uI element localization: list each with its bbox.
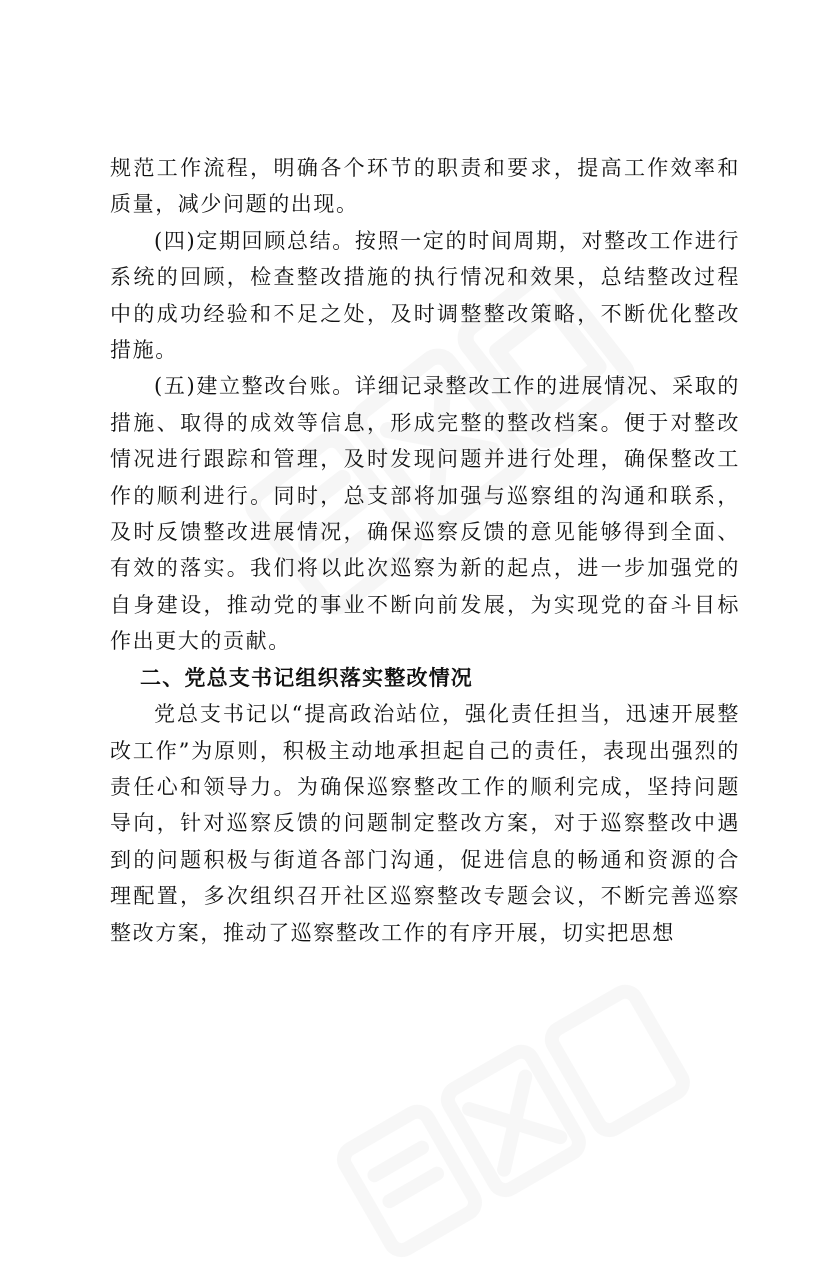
paragraph-rectification-ledger: (五)建立整改台账。详细记录整改工作的进展情况、采取的措施、取得的成效等信息，形成完整的整改档案。便于对整改情况进行跟踪和管理，及时发现问题并进行处理，确保整改工作的顺利进行。同时，总支部将加强与巡察组的沟通和联系，及时反馈整改进展情况，确保巡察反馈的意见能够得到全面、有效的落实。我们将以此次巡察为新的起点，进一步加强党的自身建设，推动党的事业不断向前发展，为实现党的奋斗目标作出更大的贡献。 — [110, 374, 740, 654]
watermark-logo-bottom — [314, 961, 706, 1279]
document-body — [110, 150, 740, 951]
paragraph-review-summary: (四)定期回顾总结。按照一定的时间周期，对整改工作进行系统的回顾，检查整改措施的执行情况和效果，总结整改过程中的成功经验和不足之处，及时调整整改策略，不断优化整改措施。 — [110, 228, 740, 363]
paragraph-continued: 规范工作流程，明确各个环节的职责和要求，提高工作效率和质量，减少问题的出现。 — [110, 156, 740, 217]
paragraph-secretary-rectification: 党总支书记以“提高政治站位，强化责任担当，迅速开展整改工作”为原则，积极主动地承担起自己的责任，表现出强烈的责任心和领导力。为确保巡察整改工作的顺利完成，坚持问题导向，针对巡察反馈的问题制定整改方案，对于巡察整改中遇到的问题积极与街道各部门沟通，促进信息的畅通和资源的合理配置，多次组织召开社区巡察整改专题会议，不断完善巡察整改方案，推动了巡察整改工作的有序开展，切实把思想 — [110, 702, 740, 945]
section-heading: 二、党总支书记组织落实整改情况 — [140, 665, 473, 690]
